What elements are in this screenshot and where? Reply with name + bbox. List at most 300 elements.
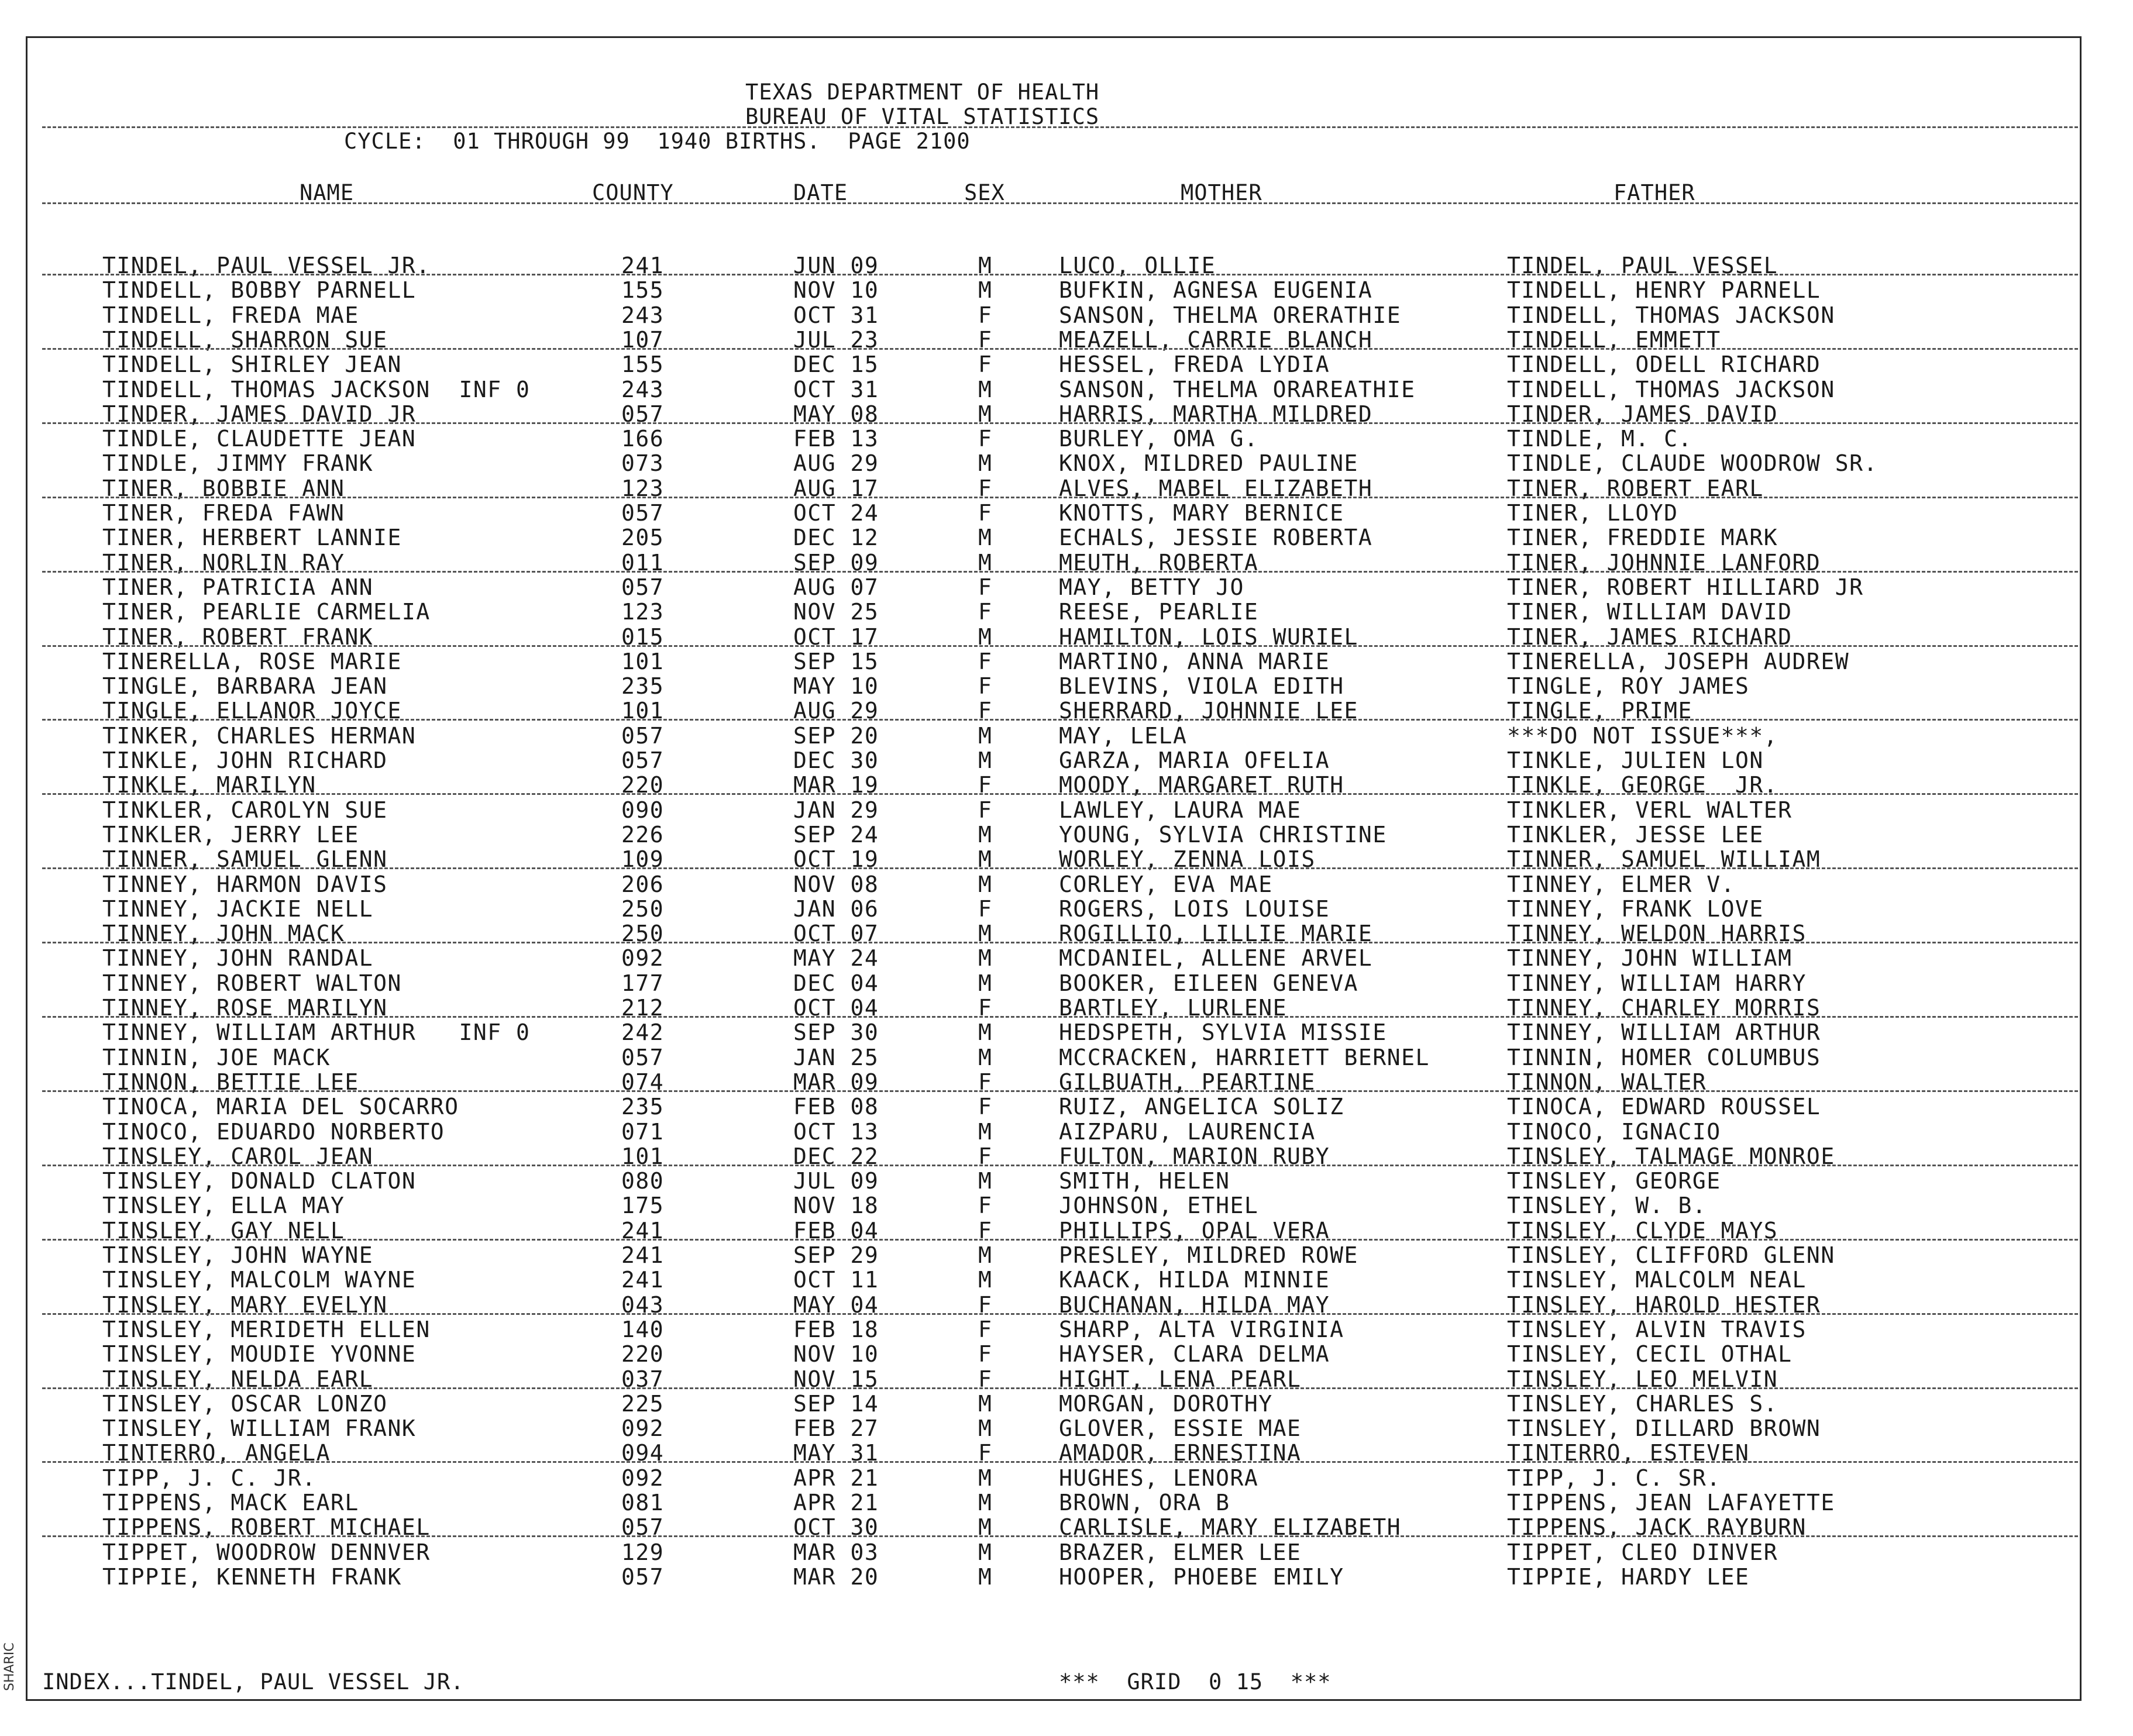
- record-sex: M: [978, 1465, 993, 1491]
- record-name: TINKLE, JOHN RICHARD: [102, 748, 388, 773]
- record-row: [0, 872, 2133, 896]
- record-father: TIPPIE, HARDY LEE: [1507, 1564, 1750, 1590]
- record-sex: F: [978, 673, 993, 699]
- record-mother: ROGILLIO, LILLIE MARIE: [1059, 921, 1373, 946]
- record-row: [0, 1119, 2133, 1143]
- record-county: 243: [621, 377, 665, 402]
- record-county: 226: [621, 822, 665, 848]
- record-county: 123: [621, 599, 665, 625]
- record-county: 123: [621, 476, 665, 501]
- record-mother: GILBUATH, PEARTINE: [1059, 1069, 1316, 1095]
- side-label: SHARIC: [2, 1642, 17, 1692]
- row-divider: [42, 942, 2078, 943]
- record-mother: HAYSER, CLARA DELMA: [1059, 1341, 1330, 1367]
- record-name: TINSLEY, MOUDIE YVONNE: [102, 1341, 417, 1367]
- record-county: 241: [621, 1267, 665, 1293]
- record-county: 043: [621, 1292, 665, 1318]
- record-father: TIPPENS, JACK RAYBURN: [1507, 1514, 1807, 1540]
- record-county: 094: [621, 1440, 665, 1466]
- record-sex: M: [978, 846, 993, 872]
- record-row: [0, 1045, 2133, 1069]
- record-county: 057: [621, 500, 665, 526]
- record-county: 101: [621, 698, 665, 724]
- record-name: TINNON, BETTIE LEE: [102, 1069, 359, 1095]
- record-date: MAY 08: [793, 401, 879, 427]
- record-county: 235: [621, 673, 665, 699]
- record-county: 155: [621, 352, 665, 377]
- record-date: SEP 15: [793, 649, 879, 674]
- record-mother: MOODY, MARGARET RUTH: [1059, 772, 1344, 798]
- record-name: TINNEY, ROBERT WALTON: [102, 970, 402, 996]
- record-date: AUG 17: [793, 476, 879, 501]
- record-father: TINDELL, ODELL RICHARD: [1507, 352, 1821, 377]
- record-row: [0, 1564, 2133, 1589]
- record-sex: F: [978, 1143, 993, 1169]
- record-sex: F: [978, 1341, 993, 1367]
- record-date: OCT 11: [793, 1267, 879, 1293]
- record-father: TINNEY, WILLIAM ARTHUR: [1507, 1019, 1821, 1045]
- record-father: TINNER, SAMUEL WILLIAM: [1507, 846, 1821, 872]
- record-father: TINDLE, CLAUDE WOODROW SR.: [1507, 450, 1878, 476]
- record-date: OCT 07: [793, 921, 879, 946]
- column-header-divider: [42, 202, 2078, 204]
- row-divider: [42, 1165, 2078, 1166]
- record-row: [0, 1391, 2133, 1415]
- record-name: TINSLEY, JOHN WAYNE: [102, 1242, 374, 1268]
- record-county: 057: [621, 401, 665, 427]
- record-sex: F: [978, 1218, 993, 1244]
- record-name: TINDELL, THOMAS JACKSON INF 0: [102, 377, 531, 402]
- record-mother: ECHALS, JESSIE ROBERTA: [1059, 525, 1373, 550]
- record-name: TINDEL, PAUL VESSEL JR.: [102, 253, 431, 278]
- record-row: [0, 896, 2133, 921]
- record-mother: REESE, PEARLIE: [1059, 599, 1259, 625]
- column-header-mother: MOTHER: [1181, 180, 1262, 205]
- record-date: NOV 18: [793, 1193, 879, 1218]
- record-county: 073: [621, 450, 665, 476]
- record-mother: ALVES, MABEL ELIZABETH: [1059, 476, 1373, 501]
- record-sex: F: [978, 574, 993, 600]
- record-county: 166: [621, 426, 665, 452]
- record-date: FEB 18: [793, 1317, 879, 1342]
- record-father: TINSLEY, TALMAGE MONROE: [1507, 1143, 1835, 1169]
- record-name: TINSLEY, OSCAR LONZO: [102, 1391, 388, 1417]
- record-name: TIPPENS, MACK EARL: [102, 1490, 359, 1515]
- record-sex: M: [978, 1119, 993, 1145]
- record-sex: M: [978, 723, 993, 749]
- record-county: 241: [621, 1242, 665, 1268]
- record-mother: BROWN, ORA B: [1059, 1490, 1230, 1515]
- record-row: [0, 1341, 2133, 1366]
- record-date: SEP 29: [793, 1242, 879, 1268]
- record-mother: BARTLEY, LURLENE: [1059, 995, 1288, 1021]
- record-sex: F: [978, 599, 993, 625]
- record-sex: F: [978, 352, 993, 377]
- header-divider: [42, 126, 2078, 128]
- record-mother: KAACK, HILDA MINNIE: [1059, 1267, 1330, 1293]
- footer-index: INDEX...TINDEL, PAUL VESSEL JR.: [42, 1669, 465, 1694]
- record-mother: SMITH, HELEN: [1059, 1168, 1230, 1194]
- record-date: FEB 27: [793, 1415, 879, 1441]
- record-mother: PHILLIPS, OPAL VERA: [1059, 1218, 1330, 1244]
- record-sex: M: [978, 1391, 993, 1417]
- record-county: 250: [621, 921, 665, 946]
- record-date: OCT 19: [793, 846, 879, 872]
- record-mother: HESSEL, FREDA LYDIA: [1059, 352, 1330, 377]
- record-date: JAN 06: [793, 896, 879, 922]
- record-sex: F: [978, 1069, 993, 1095]
- record-name: TINNEY, HARMON DAVIS: [102, 872, 388, 897]
- record-county: 241: [621, 1218, 665, 1244]
- record-county: 057: [621, 1564, 665, 1590]
- record-name: TIPPET, WOODROW DENNVER: [102, 1539, 431, 1565]
- record-father: TIPPENS, JEAN LAFAYETTE: [1507, 1490, 1835, 1515]
- record-name: TINTERRO, ANGELA: [102, 1440, 331, 1466]
- record-name: TINKLE, MARILYN: [102, 772, 316, 798]
- record-father: TINSLEY, W. B.: [1507, 1193, 1707, 1218]
- record-row: [0, 1465, 2133, 1490]
- record-row: [0, 1242, 2133, 1267]
- record-sex: M: [978, 945, 993, 971]
- record-county: 155: [621, 277, 665, 303]
- record-sex: M: [978, 277, 993, 303]
- record-father: TINTERRO, ESTEVEN: [1507, 1440, 1750, 1466]
- record-father: TINKLE, JULIEN LON: [1507, 748, 1764, 773]
- record-mother: BUFKIN, AGNESA EUGENIA: [1059, 277, 1373, 303]
- record-row: [0, 450, 2133, 475]
- row-divider: [42, 867, 2078, 869]
- record-father: TINSLEY, CLIFFORD GLENN: [1507, 1242, 1835, 1268]
- record-row: [0, 1094, 2133, 1118]
- record-sex: M: [978, 1019, 993, 1045]
- record-sex: F: [978, 797, 993, 823]
- row-divider: [42, 1313, 2078, 1315]
- record-county: 205: [621, 525, 665, 550]
- record-name: TINSLEY, WILLIAM FRANK: [102, 1415, 417, 1441]
- record-sex: F: [978, 426, 993, 452]
- record-name: TINDELL, BOBBY PARNELL: [102, 277, 417, 303]
- record-county: 092: [621, 1415, 665, 1441]
- record-county: 140: [621, 1317, 665, 1342]
- record-father: TINNEY, WILLIAM HARRY: [1507, 970, 1807, 996]
- record-mother: SANSON, THELMA ORERATHIE: [1059, 302, 1402, 328]
- record-sex: F: [978, 1366, 993, 1392]
- record-date: MAY 31: [793, 1440, 879, 1466]
- record-mother: MEUTH, ROBERTA: [1059, 550, 1259, 576]
- record-mother: MEAZELL, CARRIE BLANCH: [1059, 327, 1373, 353]
- record-name: TINSLEY, GAY NELL: [102, 1218, 345, 1244]
- record-mother: MARTINO, ANNA MARIE: [1059, 649, 1330, 674]
- record-county: 206: [621, 872, 665, 897]
- record-sex: F: [978, 302, 993, 328]
- record-county: 101: [621, 649, 665, 674]
- record-mother: GARZA, MARIA OFELIA: [1059, 748, 1330, 773]
- record-date: NOV 25: [793, 599, 879, 625]
- column-header-sex: SEX: [964, 180, 1005, 205]
- record-name: TINGLE, BARBARA JEAN: [102, 673, 388, 699]
- record-father: TINER, ROBERT HILLIARD JR: [1507, 574, 1864, 600]
- record-date: SEP 30: [793, 1019, 879, 1045]
- record-father: TINDEL, PAUL VESSEL: [1507, 253, 1778, 278]
- record-name: TINNEY, ROSE MARILYN: [102, 995, 388, 1021]
- record-mother: HAMILTON, LOIS WURIEL: [1059, 624, 1358, 650]
- record-row: [0, 377, 2133, 401]
- record-sex: F: [978, 1317, 993, 1342]
- record-name: TINSLEY, CAROL JEAN: [102, 1143, 374, 1169]
- record-date: NOV 10: [793, 277, 879, 303]
- record-row: [0, 277, 2133, 302]
- row-divider: [42, 719, 2078, 721]
- record-row: [0, 649, 2133, 673]
- record-date: AUG 07: [793, 574, 879, 600]
- record-date: JUL 09: [793, 1168, 879, 1194]
- record-mother: HARRIS, MARTHA MILDRED: [1059, 401, 1373, 427]
- record-row: [0, 748, 2133, 772]
- record-county: 220: [621, 772, 665, 798]
- record-date: SEP 14: [793, 1391, 879, 1417]
- record-row: [0, 1490, 2133, 1514]
- record-mother: BLEVINS, VIOLA EDITH: [1059, 673, 1344, 699]
- record-sex: M: [978, 450, 993, 476]
- record-name: TINDER, JAMES DAVID JR: [102, 401, 417, 427]
- record-county: 250: [621, 896, 665, 922]
- record-row: [0, 1193, 2133, 1217]
- record-date: OCT 17: [793, 624, 879, 650]
- row-divider: [42, 1387, 2078, 1389]
- record-date: OCT 31: [793, 377, 879, 402]
- record-sex: M: [978, 525, 993, 550]
- record-father: TINNIN, HOMER COLUMBUS: [1507, 1045, 1821, 1070]
- record-row: [0, 302, 2133, 327]
- record-mother: SHARP, ALTA VIRGINIA: [1059, 1317, 1344, 1342]
- record-sex: M: [978, 921, 993, 946]
- record-date: MAR 09: [793, 1069, 879, 1095]
- record-name: TINNER, SAMUEL GLENN: [102, 846, 388, 872]
- record-father: TINDELL, EMMETT: [1507, 327, 1721, 353]
- record-sex: M: [978, 1539, 993, 1565]
- record-county: 243: [621, 302, 665, 328]
- record-date: JUL 23: [793, 327, 879, 353]
- record-mother: BRAZER, ELMER LEE: [1059, 1539, 1302, 1565]
- record-date: AUG 29: [793, 450, 879, 476]
- record-father: TINER, JAMES RICHARD: [1507, 624, 1793, 650]
- record-father: TINSLEY, CECIL OTHAL: [1507, 1341, 1793, 1367]
- record-father: TINDLE, M. C.: [1507, 426, 1692, 452]
- record-sex: M: [978, 550, 993, 576]
- record-county: 235: [621, 1094, 665, 1120]
- record-row: [0, 500, 2133, 525]
- record-father: TINSLEY, HAROLD HESTER: [1507, 1292, 1821, 1318]
- record-name: TINDELL, SHIRLEY JEAN: [102, 352, 402, 377]
- record-name: TINKLER, CAROLYN SUE: [102, 797, 388, 823]
- record-father: TINSLEY, LEO MELVIN: [1507, 1366, 1778, 1392]
- record-father: TIPP, J. C. SR.: [1507, 1465, 1721, 1491]
- record-county: 011: [621, 550, 665, 576]
- record-name: TINDLE, JIMMY FRANK: [102, 450, 374, 476]
- record-county: 092: [621, 945, 665, 971]
- record-father: TINSLEY, ALVIN TRAVIS: [1507, 1317, 1807, 1342]
- record-mother: CORLEY, EVA MAE: [1059, 872, 1273, 897]
- record-father: TINKLER, JESSE LEE: [1507, 822, 1764, 848]
- record-father: TINSLEY, MALCOLM NEAL: [1507, 1267, 1807, 1293]
- record-county: 071: [621, 1119, 665, 1145]
- record-father: TINNON, WALTER: [1507, 1069, 1707, 1095]
- record-county: 101: [621, 1143, 665, 1169]
- record-county: 175: [621, 1193, 665, 1218]
- record-date: SEP 20: [793, 723, 879, 749]
- record-mother: BOOKER, EILEEN GENEVA: [1059, 970, 1358, 996]
- column-header-father: FATHER: [1613, 180, 1695, 205]
- record-name: TINER, PATRICIA ANN: [102, 574, 374, 600]
- record-row: [0, 1415, 2133, 1440]
- record-father: TINDELL, THOMAS JACKSON: [1507, 302, 1835, 328]
- record-sex: F: [978, 1440, 993, 1466]
- record-row: [0, 723, 2133, 748]
- record-name: TINER, HERBERT LANNIE: [102, 525, 402, 550]
- record-row: [0, 797, 2133, 822]
- record-sex: M: [978, 401, 993, 427]
- record-row: [0, 1168, 2133, 1193]
- record-sex: M: [978, 253, 993, 278]
- record-date: NOV 08: [793, 872, 879, 897]
- record-county: 057: [621, 1514, 665, 1540]
- record-sex: F: [978, 772, 993, 798]
- row-divider: [42, 793, 2078, 795]
- record-name: TINNEY, JOHN MACK: [102, 921, 345, 946]
- record-father: TINER, ROBERT EARL: [1507, 476, 1764, 501]
- record-date: FEB 04: [793, 1218, 879, 1244]
- record-county: 057: [621, 1045, 665, 1070]
- record-sex: F: [978, 1193, 993, 1218]
- record-date: JAN 29: [793, 797, 879, 823]
- record-mother: MCCRACKEN, HARRIETT BERNEL: [1059, 1045, 1430, 1070]
- record-sex: M: [978, 1045, 993, 1070]
- record-date: DEC 12: [793, 525, 879, 550]
- record-name: TINER, ROBERT FRANK: [102, 624, 374, 650]
- record-father: TINER, JOHNNIE LANFORD: [1507, 550, 1821, 576]
- record-sex: F: [978, 1094, 993, 1120]
- record-father: TINSLEY, DILLARD BROWN: [1507, 1415, 1821, 1441]
- record-father: TINNEY, ELMER V.: [1507, 872, 1736, 897]
- record-name: TINER, NORLIN RAY: [102, 550, 345, 576]
- record-county: 241: [621, 253, 665, 278]
- record-date: DEC 30: [793, 748, 879, 773]
- record-row: [0, 574, 2133, 599]
- record-county: 107: [621, 327, 665, 353]
- record-sex: M: [978, 1242, 993, 1268]
- record-name: TINNIN, JOE MACK: [102, 1045, 331, 1070]
- column-header-county: COUNTY: [592, 180, 674, 205]
- record-county: 212: [621, 995, 665, 1021]
- record-name: TINOCA, MARIA DEL SOCARRO: [102, 1094, 459, 1120]
- record-father: ***DO NOT ISSUE***,: [1507, 723, 1778, 749]
- record-father: TINSLEY, GEORGE: [1507, 1168, 1721, 1194]
- record-mother: BUCHANAN, HILDA MAY: [1059, 1292, 1330, 1318]
- record-mother: YOUNG, SYLVIA CHRISTINE: [1059, 822, 1387, 848]
- record-date: JAN 25: [793, 1045, 879, 1070]
- record-row: [0, 970, 2133, 995]
- row-divider: [42, 274, 2078, 275]
- record-name: TINDELL, SHARRON SUE: [102, 327, 388, 353]
- record-father: TINOCA, EDWARD ROUSSEL: [1507, 1094, 1821, 1120]
- record-date: APR 21: [793, 1465, 879, 1491]
- record-sex: M: [978, 1514, 993, 1540]
- record-sex: M: [978, 377, 993, 402]
- record-mother: MCDANIEL, ALLENE ARVEL: [1059, 945, 1373, 971]
- header-line-1: TEXAS DEPARTMENT OF HEALTH: [745, 80, 1100, 105]
- record-sex: F: [978, 327, 993, 353]
- record-county: 090: [621, 797, 665, 823]
- record-mother: LAWLEY, LAURA MAE: [1059, 797, 1302, 823]
- record-name: TINKER, CHARLES HERMAN: [102, 723, 417, 749]
- record-date: NOV 10: [793, 1341, 879, 1367]
- record-father: TINER, FREDDIE MARK: [1507, 525, 1778, 550]
- record-mother: JOHNSON, ETHEL: [1059, 1193, 1259, 1218]
- record-county: 057: [621, 723, 665, 749]
- record-mother: KNOTTS, MARY BERNICE: [1059, 500, 1344, 526]
- row-divider: [42, 571, 2078, 573]
- record-date: OCT 04: [793, 995, 879, 1021]
- record-county: 037: [621, 1366, 665, 1392]
- header-line-2: BUREAU OF VITAL STATISTICS: [745, 104, 1100, 129]
- record-row: [0, 1267, 2133, 1291]
- record-sex: F: [978, 1292, 993, 1318]
- record-name: TIPP, J. C. JR.: [102, 1465, 316, 1491]
- record-county: 242: [621, 1019, 665, 1045]
- record-name: TINDELL, FREDA MAE: [102, 302, 359, 328]
- record-county: 074: [621, 1069, 665, 1095]
- record-father: TINNEY, WELDON HARRIS: [1507, 921, 1807, 946]
- record-name: TINSLEY, NELDA EARL: [102, 1366, 374, 1392]
- record-mother: AIZPARU, LAURENCIA: [1059, 1119, 1316, 1145]
- record-mother: SANSON, THELMA ORAREATHIE: [1059, 377, 1416, 402]
- record-name: TINER, BOBBIE ANN: [102, 476, 345, 501]
- cycle-line: CYCLE: 01 THROUGH 99 1940 BIRTHS. PAGE 2100: [344, 129, 971, 154]
- record-date: DEC 15: [793, 352, 879, 377]
- row-divider: [42, 645, 2078, 647]
- record-name: TINDLE, CLAUDETTE JEAN: [102, 426, 417, 452]
- record-county: 129: [621, 1539, 665, 1565]
- record-row: [0, 822, 2133, 846]
- record-father: TINKLE, GEORGE JR.: [1507, 772, 1778, 798]
- row-divider: [42, 1016, 2078, 1018]
- record-date: MAY 24: [793, 945, 879, 971]
- record-father: TINER, LLOYD: [1507, 500, 1678, 526]
- record-name: TINNEY, WILLIAM ARTHUR INF 0: [102, 1019, 531, 1045]
- record-county: 080: [621, 1168, 665, 1194]
- record-name: TIPPENS, ROBERT MICHAEL: [102, 1514, 431, 1540]
- record-mother: WORLEY, ZENNA LOIS: [1059, 846, 1316, 872]
- row-divider: [42, 497, 2078, 498]
- record-father: TINERELLA, JOSEPH AUDREW: [1507, 649, 1850, 674]
- record-sex: M: [978, 872, 993, 897]
- record-county: 081: [621, 1490, 665, 1515]
- record-date: OCT 24: [793, 500, 879, 526]
- record-date: MAR 03: [793, 1539, 879, 1565]
- record-sex: F: [978, 896, 993, 922]
- record-date: MAY 04: [793, 1292, 879, 1318]
- record-mother: ROGERS, LOIS LOUISE: [1059, 896, 1330, 922]
- record-mother: HEDSPETH, SYLVIA MISSIE: [1059, 1019, 1387, 1045]
- record-mother: HUGHES, LENORA: [1059, 1465, 1259, 1491]
- record-name: TINSLEY, MERIDETH ELLEN: [102, 1317, 431, 1342]
- record-date: SEP 24: [793, 822, 879, 848]
- record-name: TINSLEY, DONALD CLATON: [102, 1168, 417, 1194]
- record-name: TINSLEY, ELLA MAY: [102, 1193, 345, 1218]
- record-mother: HIGHT, LENA PEARL: [1059, 1366, 1302, 1392]
- record-date: DEC 22: [793, 1143, 879, 1169]
- record-mother: SHERRARD, JOHNNIE LEE: [1059, 698, 1358, 724]
